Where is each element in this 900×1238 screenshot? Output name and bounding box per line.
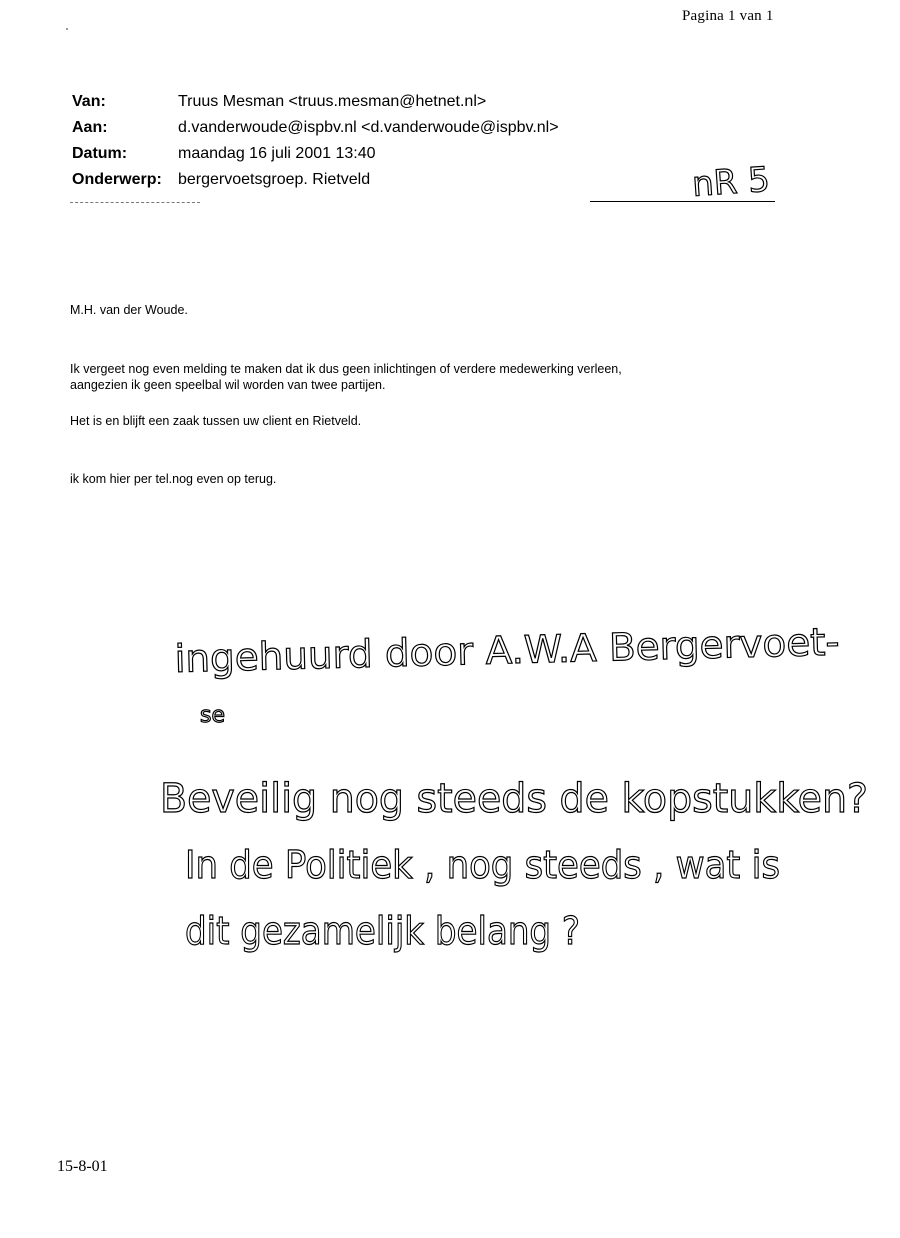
to-label: Aan: (72, 119, 108, 136)
subject-value: bergervoetsgroep. Rietveld (178, 171, 371, 188)
handwritten-corner-mark: nR 5 (690, 159, 772, 205)
from-value: Truus Mesman <truus.mesman@hetnet.nl> (178, 93, 487, 110)
paragraph-2: Het is en blijft een zaak tussen uw client en Rietveld. (70, 414, 362, 428)
from-label: Van: (72, 93, 106, 110)
to-value: d.vanderwoude@ispbv.nl <d.vanderwoude@ispbv.nl> (178, 119, 559, 136)
handwritten-line-5: dit gezamelijk belang ? (185, 909, 580, 953)
page-indicator: Pagina 1 van 1 (682, 8, 774, 24)
handwritten-line-4: In de Politiek , nog steeds , wat is (185, 843, 780, 887)
footer-date: 15-8-01 (57, 1158, 108, 1175)
salutation: M.H. van der Woude. (70, 303, 188, 317)
handwritten-line-1: ingehuurd door A.W.A Bergervoet- (174, 619, 825, 681)
handwritten-line-2: se (200, 703, 225, 728)
handwritten-line-3: Beveilig nog steeds de kopstukken? (160, 776, 868, 822)
paragraph-3: ik kom hier per tel.nog even op terug. (70, 472, 277, 486)
date-value: maandag 16 juli 2001 13:40 (178, 145, 376, 162)
paragraph-1-line-1: Ik vergeet nog even melding te maken dat ik dus geen inlichtingen of verdere medewerking verleen, (70, 362, 622, 376)
paragraph-1-line-2: aangezien ik geen speelbal wil worden van twee partijen. (70, 378, 386, 392)
subject-label: Onderwerp: (72, 171, 162, 188)
date-label: Datum: (72, 145, 128, 162)
